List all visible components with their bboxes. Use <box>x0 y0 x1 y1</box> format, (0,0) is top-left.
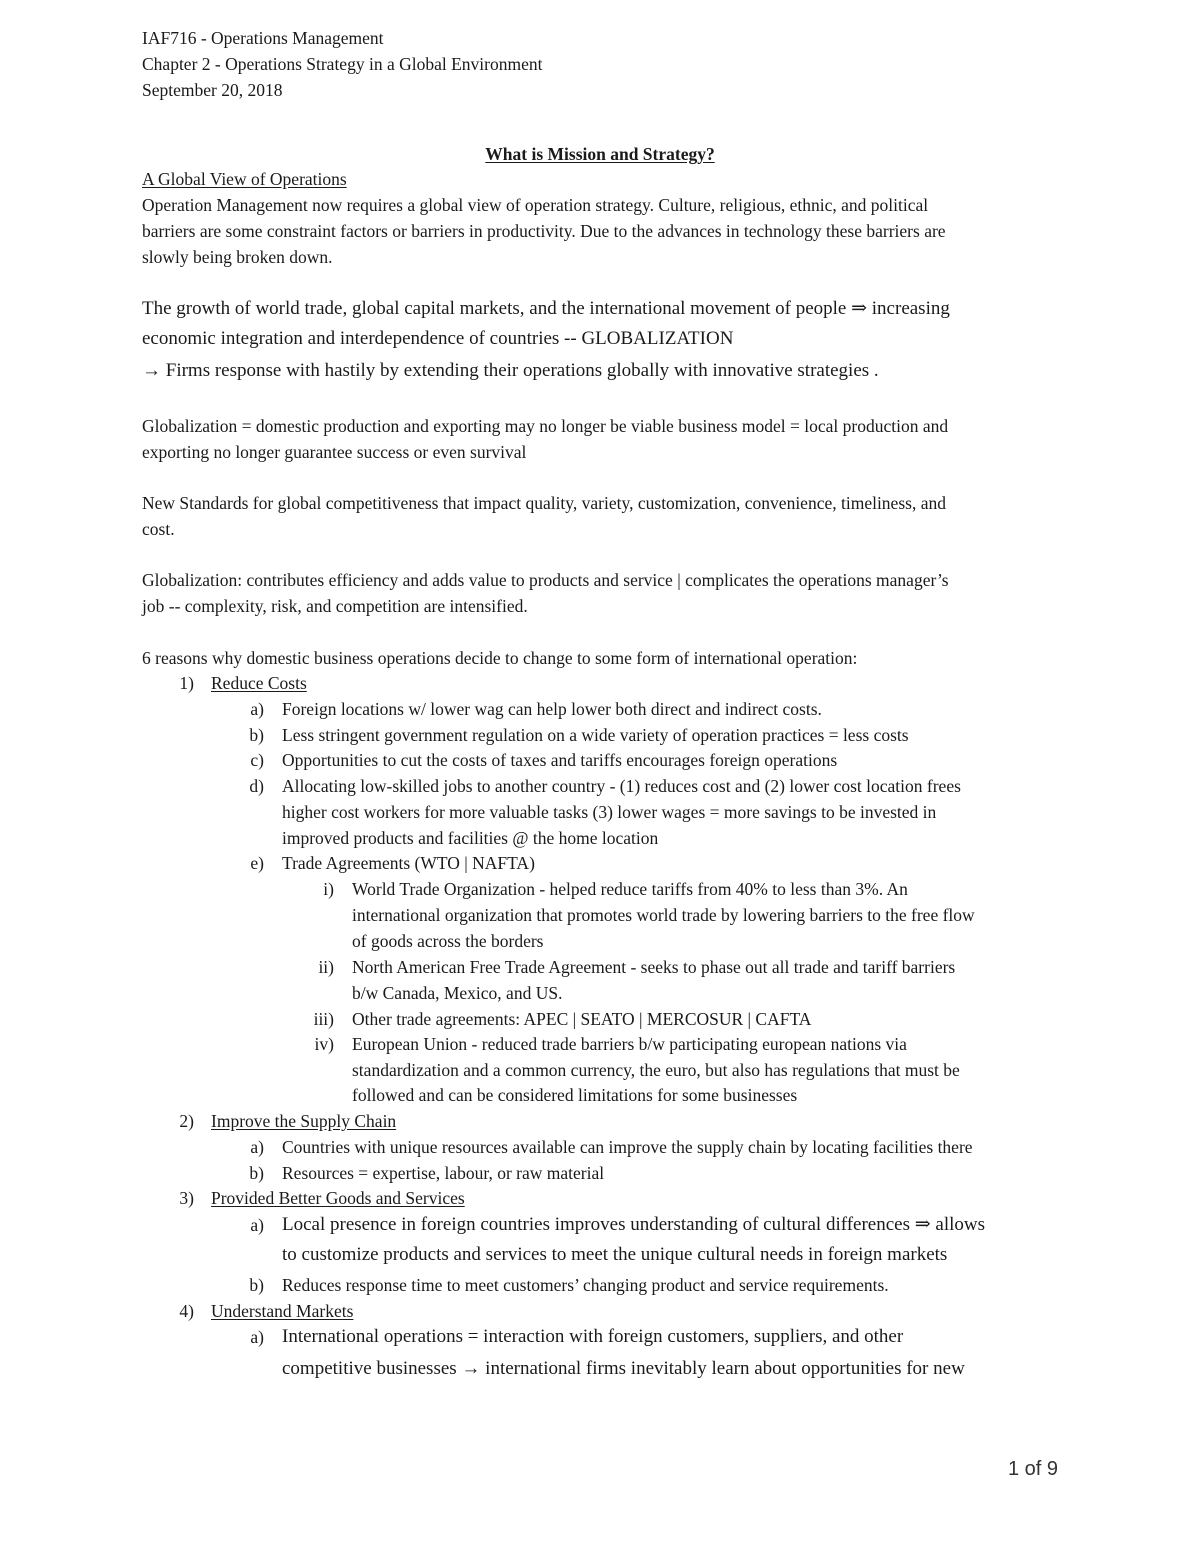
standards-line: cost. <box>142 519 175 539</box>
list-item: International operations = interaction with foreign customers, suppliers, and other <box>282 1326 904 1347</box>
list-item: Resources = expertise, labour, or raw material <box>282 1163 605 1183</box>
reason-heading: Provided Better Goods and Services <box>211 1188 465 1208</box>
page-title: What is Mission and Strategy? <box>485 144 715 164</box>
list-item: standardization and a common currency, the euro, but also has regulations that must be <box>352 1060 960 1080</box>
contributes-line: job -- complexity, risk, and competition are intensified. <box>142 596 528 616</box>
list-item: European Union - reduced trade barriers b/w participating european nations via <box>352 1034 907 1054</box>
list-letter: a) <box>250 1215 264 1235</box>
globalization-line: Globalization = domestic production and exporting may no longer be viable business model = local production and <box>142 416 949 436</box>
list-letter: a) <box>250 1327 264 1347</box>
list-roman: i) <box>323 879 334 899</box>
standards-line: New Standards for global competitiveness that impact quality, variety, customization, convenience, timeliness, and <box>142 493 946 513</box>
list-item: Foreign locations w/ lower wag can help lower both direct and indirect costs. <box>282 699 822 719</box>
list-roman: ii) <box>318 957 334 977</box>
intro-line: slowly being broken down. <box>142 247 333 267</box>
list-item: of goods across the borders <box>352 931 544 951</box>
intro-line: Operation Management now requires a global view of operation strategy. Culture, religious, ethnic, and political <box>142 195 929 215</box>
reasons-intro: 6 reasons why domestic business operations decide to change to some form of international operation: <box>142 648 858 668</box>
list-item: international organization that promotes world trade by lowering barriers to the free flow <box>352 905 975 925</box>
list-item: Less stringent government regulation on a wide variety of operation practices = less costs <box>282 725 909 745</box>
list-letter: a) <box>250 699 264 719</box>
list-letter: d) <box>249 776 264 796</box>
list-letter: b) <box>249 725 264 745</box>
list-item: followed and can be considered limitations for some businesses <box>352 1085 798 1105</box>
list-item: North American Free Trade Agreement - seeks to phase out all trade and tariff barriers <box>352 957 956 977</box>
list-item: Trade Agreements (WTO | NAFTA) <box>282 853 535 873</box>
list-number: 4) <box>179 1301 194 1321</box>
list-item: competitive businesses → international firms inevitably learn about opportunities for new <box>282 1358 965 1379</box>
reason-heading: Reduce Costs <box>211 673 307 693</box>
list-number: 1) <box>179 673 194 693</box>
list-item: World Trade Organization - helped reduce tariffs from 40% to less than 3%. An <box>352 879 908 899</box>
list-item: Other trade agreements: APEC | SEATO | MERCOSUR | CAFTA <box>352 1009 812 1029</box>
list-item: b/w Canada, Mexico, and US. <box>352 983 563 1003</box>
section-heading: A Global View of Operations <box>142 169 347 189</box>
list-letter: a) <box>250 1137 264 1157</box>
intro-line: barriers are some constraint factors or barriers in productivity. Due to the advances in technology these barriers are <box>142 221 946 241</box>
list-item: Allocating low-skilled jobs to another country - (1) reduces cost and (2) lower cost location frees <box>282 776 961 796</box>
reason-heading: Improve the Supply Chain <box>211 1111 397 1131</box>
list-item: higher cost workers for more valuable tasks (3) lower wages = more savings to be invested in <box>282 802 937 822</box>
list-item: to customize products and services to meet the unique cultural needs in foreign markets <box>282 1244 948 1265</box>
list-letter: e) <box>250 853 264 873</box>
date: September 20, 2018 <box>142 80 283 100</box>
list-item: improved products and facilities @ the home location <box>282 828 659 848</box>
growth-line: → Firms response with hastily by extending their operations globally with innovative strategies . <box>142 360 879 381</box>
list-item: Opportunities to cut the costs of taxes and tariffs encourages foreign operations <box>282 750 838 770</box>
list-letter: b) <box>249 1275 264 1295</box>
growth-line: economic integration and interdependence of countries -- GLOBALIZATION <box>142 328 734 349</box>
page-number: 1 of 9 <box>1007 1458 1058 1480</box>
list-letter: b) <box>249 1163 264 1183</box>
list-roman: iii) <box>313 1009 334 1029</box>
chapter-title: Chapter 2 - Operations Strategy in a Global Environment <box>142 54 543 74</box>
contributes-line: Globalization: contributes efficiency and adds value to products and service | complicates the operations manager’s <box>142 570 949 590</box>
list-item: Countries with unique resources available can improve the supply chain by locating facilities there <box>282 1137 973 1157</box>
list-item: Reduces response time to meet customers’ changing product and service requirements. <box>282 1275 889 1295</box>
list-roman: iv) <box>314 1034 334 1054</box>
growth-line: The growth of world trade, global capital markets, and the international movement of people ⇒ increasing <box>142 298 950 319</box>
globalization-line: exporting no longer guarantee success or even survival <box>142 442 527 462</box>
list-number: 3) <box>179 1188 194 1208</box>
list-item: Local presence in foreign countries improves understanding of cultural differences ⇒ allows <box>282 1214 986 1235</box>
list-number: 2) <box>179 1111 194 1131</box>
reason-heading: Understand Markets <box>211 1301 354 1321</box>
list-letter: c) <box>250 750 264 770</box>
course-title: IAF716 - Operations Management <box>142 28 384 48</box>
